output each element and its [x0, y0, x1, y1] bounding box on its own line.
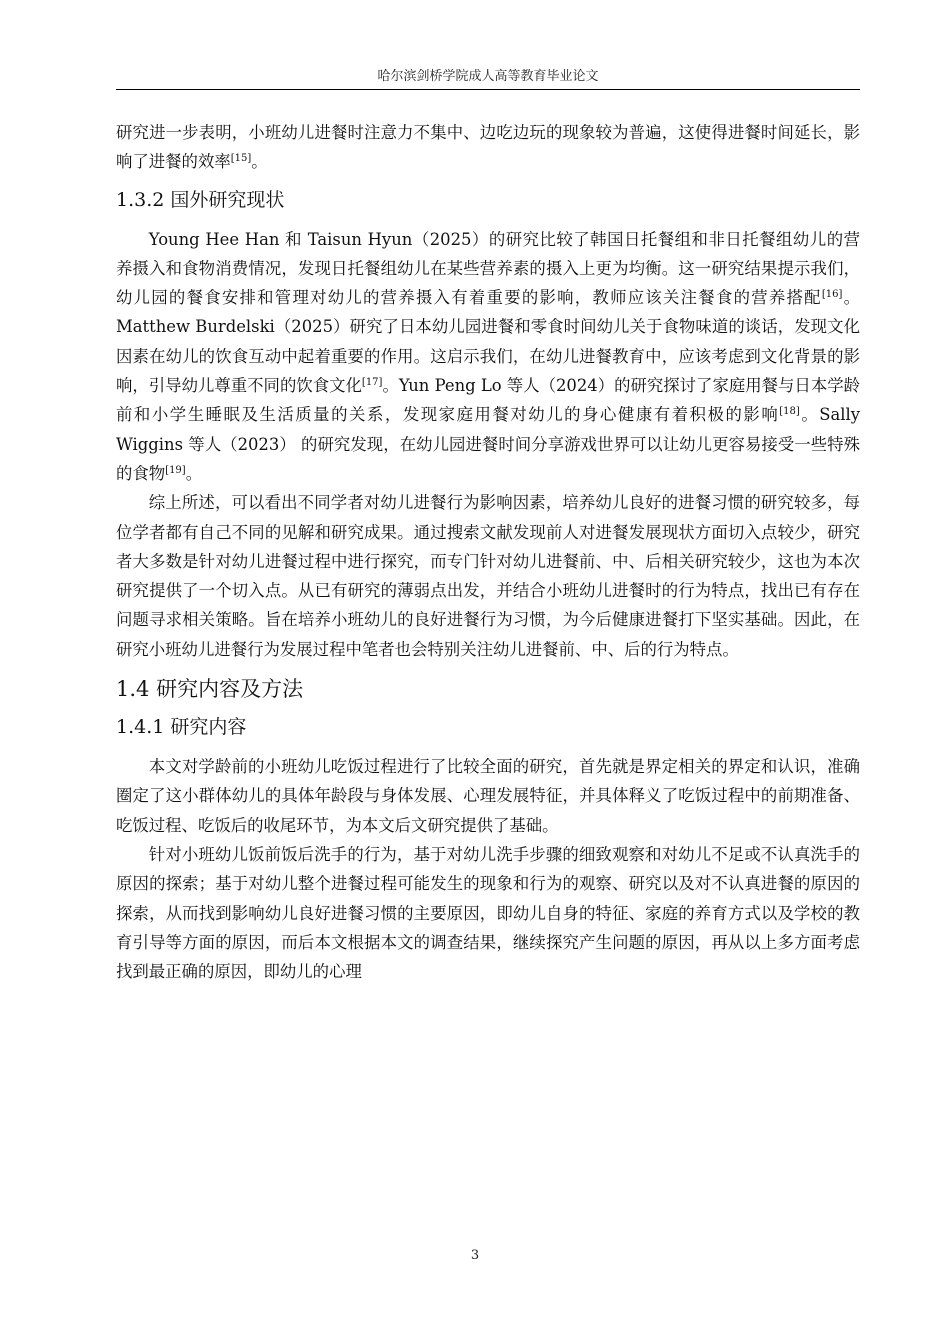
running-header: 哈尔滨剑桥学院成人高等教育毕业论文 [377, 69, 599, 84]
paragraph-text: 。Sally Wiggins 等人（2023） 的研究发现，在幼儿园进餐时间分享游戏世界可以让幼儿更容易接受一些特殊的食物 [116, 405, 861, 483]
paragraph-text: 研究进一步表明，小班幼儿进餐时注意力不集中、边吃边玩的现象较为普遍，这使得进餐时间延长，影响了进餐的效率 [116, 123, 860, 172]
section-heading-1-3-2: 1.3.2 国外研究现状 [116, 188, 285, 211]
paragraph-continuation [116, 118, 860, 177]
paragraph-foreign-research [116, 225, 860, 489]
paragraph-research-content: 本文对学龄前的小班幼儿吃饭过程进行了比较全面的研究，首先就是界定相关的界定和认识，准确圈定了这小群体幼儿的具体年龄段与身体发展、心理发展特征，并具体释义了吃饭过程中的前期准备、吃饭过程、吃饭后的收尾环节，为本文后文研究提供了基础。 [116, 757, 860, 835]
page-body [116, 118, 860, 986]
citation-ref: [18] [779, 406, 800, 418]
section-heading-1-4: 1.4 研究内容及方法 [116, 677, 304, 702]
paragraph-text: 。 [185, 463, 203, 483]
page-number: 3 [470, 1248, 480, 1263]
citation-ref: [17] [361, 377, 383, 389]
paragraph-text: 。Matthew Burdelski（2025）研究了日本幼儿园进餐和零食时间幼儿关于食物味道的谈话，发现文化因素在幼儿的饮食互动中起着重要的作用。这启示我们，在幼儿进餐教育中，应该考虑到文化背景的影响，引导幼儿尊重不同的饮食文化 [116, 288, 861, 396]
citation-ref: [15] [230, 153, 252, 165]
section-heading-1-4-1: 1.4.1 研究内容 [116, 716, 247, 739]
paragraph-summary: 综上所述，可以看出不同学者对幼儿进餐行为影响因素，培养幼儿良好的进餐习惯的研究较多，每位学者都有自己不同的见解和研究成果。通过搜索文献发现前人对进餐发展现状方面切入点较少，研究者大多数是针对幼儿进餐过程中进行探究，而专门针对幼儿进餐前、中、后相关研究较少，这也为本次研究提供了一个切入点。从已有研究的薄弱点出发，并结合小班幼儿进餐时的行为特点，找出已有存在问题寻求相关策略。旨在培养小班幼儿的良好进餐行为习惯，为今后健康进餐打下坚实基础。因此，在研究小班幼儿进餐行为发展过程中笔者也会特别关注幼儿进餐前、中、后的行为特点。 [116, 493, 860, 659]
header-rule [116, 89, 860, 90]
citation-ref: [16] [821, 289, 843, 301]
citation-ref: [19] [165, 464, 186, 476]
paragraph-text: 。Yun Peng Lo 等人（2024）的研究探讨了家庭用餐与日本学龄前和小学生睡眠及生活质量的关系，发现家庭用餐对幼儿的身心健康有着积极的影响 [116, 376, 860, 425]
paragraph-handwashing: 针对小班幼儿饭前饭后洗手的行为，基于对幼儿洗手步骤的细致观察和对幼儿不足或不认真洗手的原因的探索；基于对幼儿整个进餐过程可能发生的现象和行为的观察、研究以及对不认真进餐的原因的探索，从而找到影响幼儿良好进餐习惯的主要原因，即幼儿自身的特征、家庭的养育方式以及学校的教育引导等方面的原因，而后本文根据本文的调查结果，继续探究产生问题的原因，再从以上多方面考虑找到最正确的原因，即幼儿的心理 [116, 844, 860, 982]
paragraph-text: 。 [251, 152, 268, 172]
paragraph-text: Young Hee Han 和 Taisun Hyun（2025）的研究比较了韩国日托餐组和非日托餐组幼儿的营养摄入和食物消费情况，发现日托餐组幼儿在某些营养素的摄入上更为均衡。这一研究结果提示我们，幼儿园的餐食安排和管理对幼儿的营养摄入有着重要的影响，教师应该关注餐食的营养搭配 [116, 229, 860, 308]
